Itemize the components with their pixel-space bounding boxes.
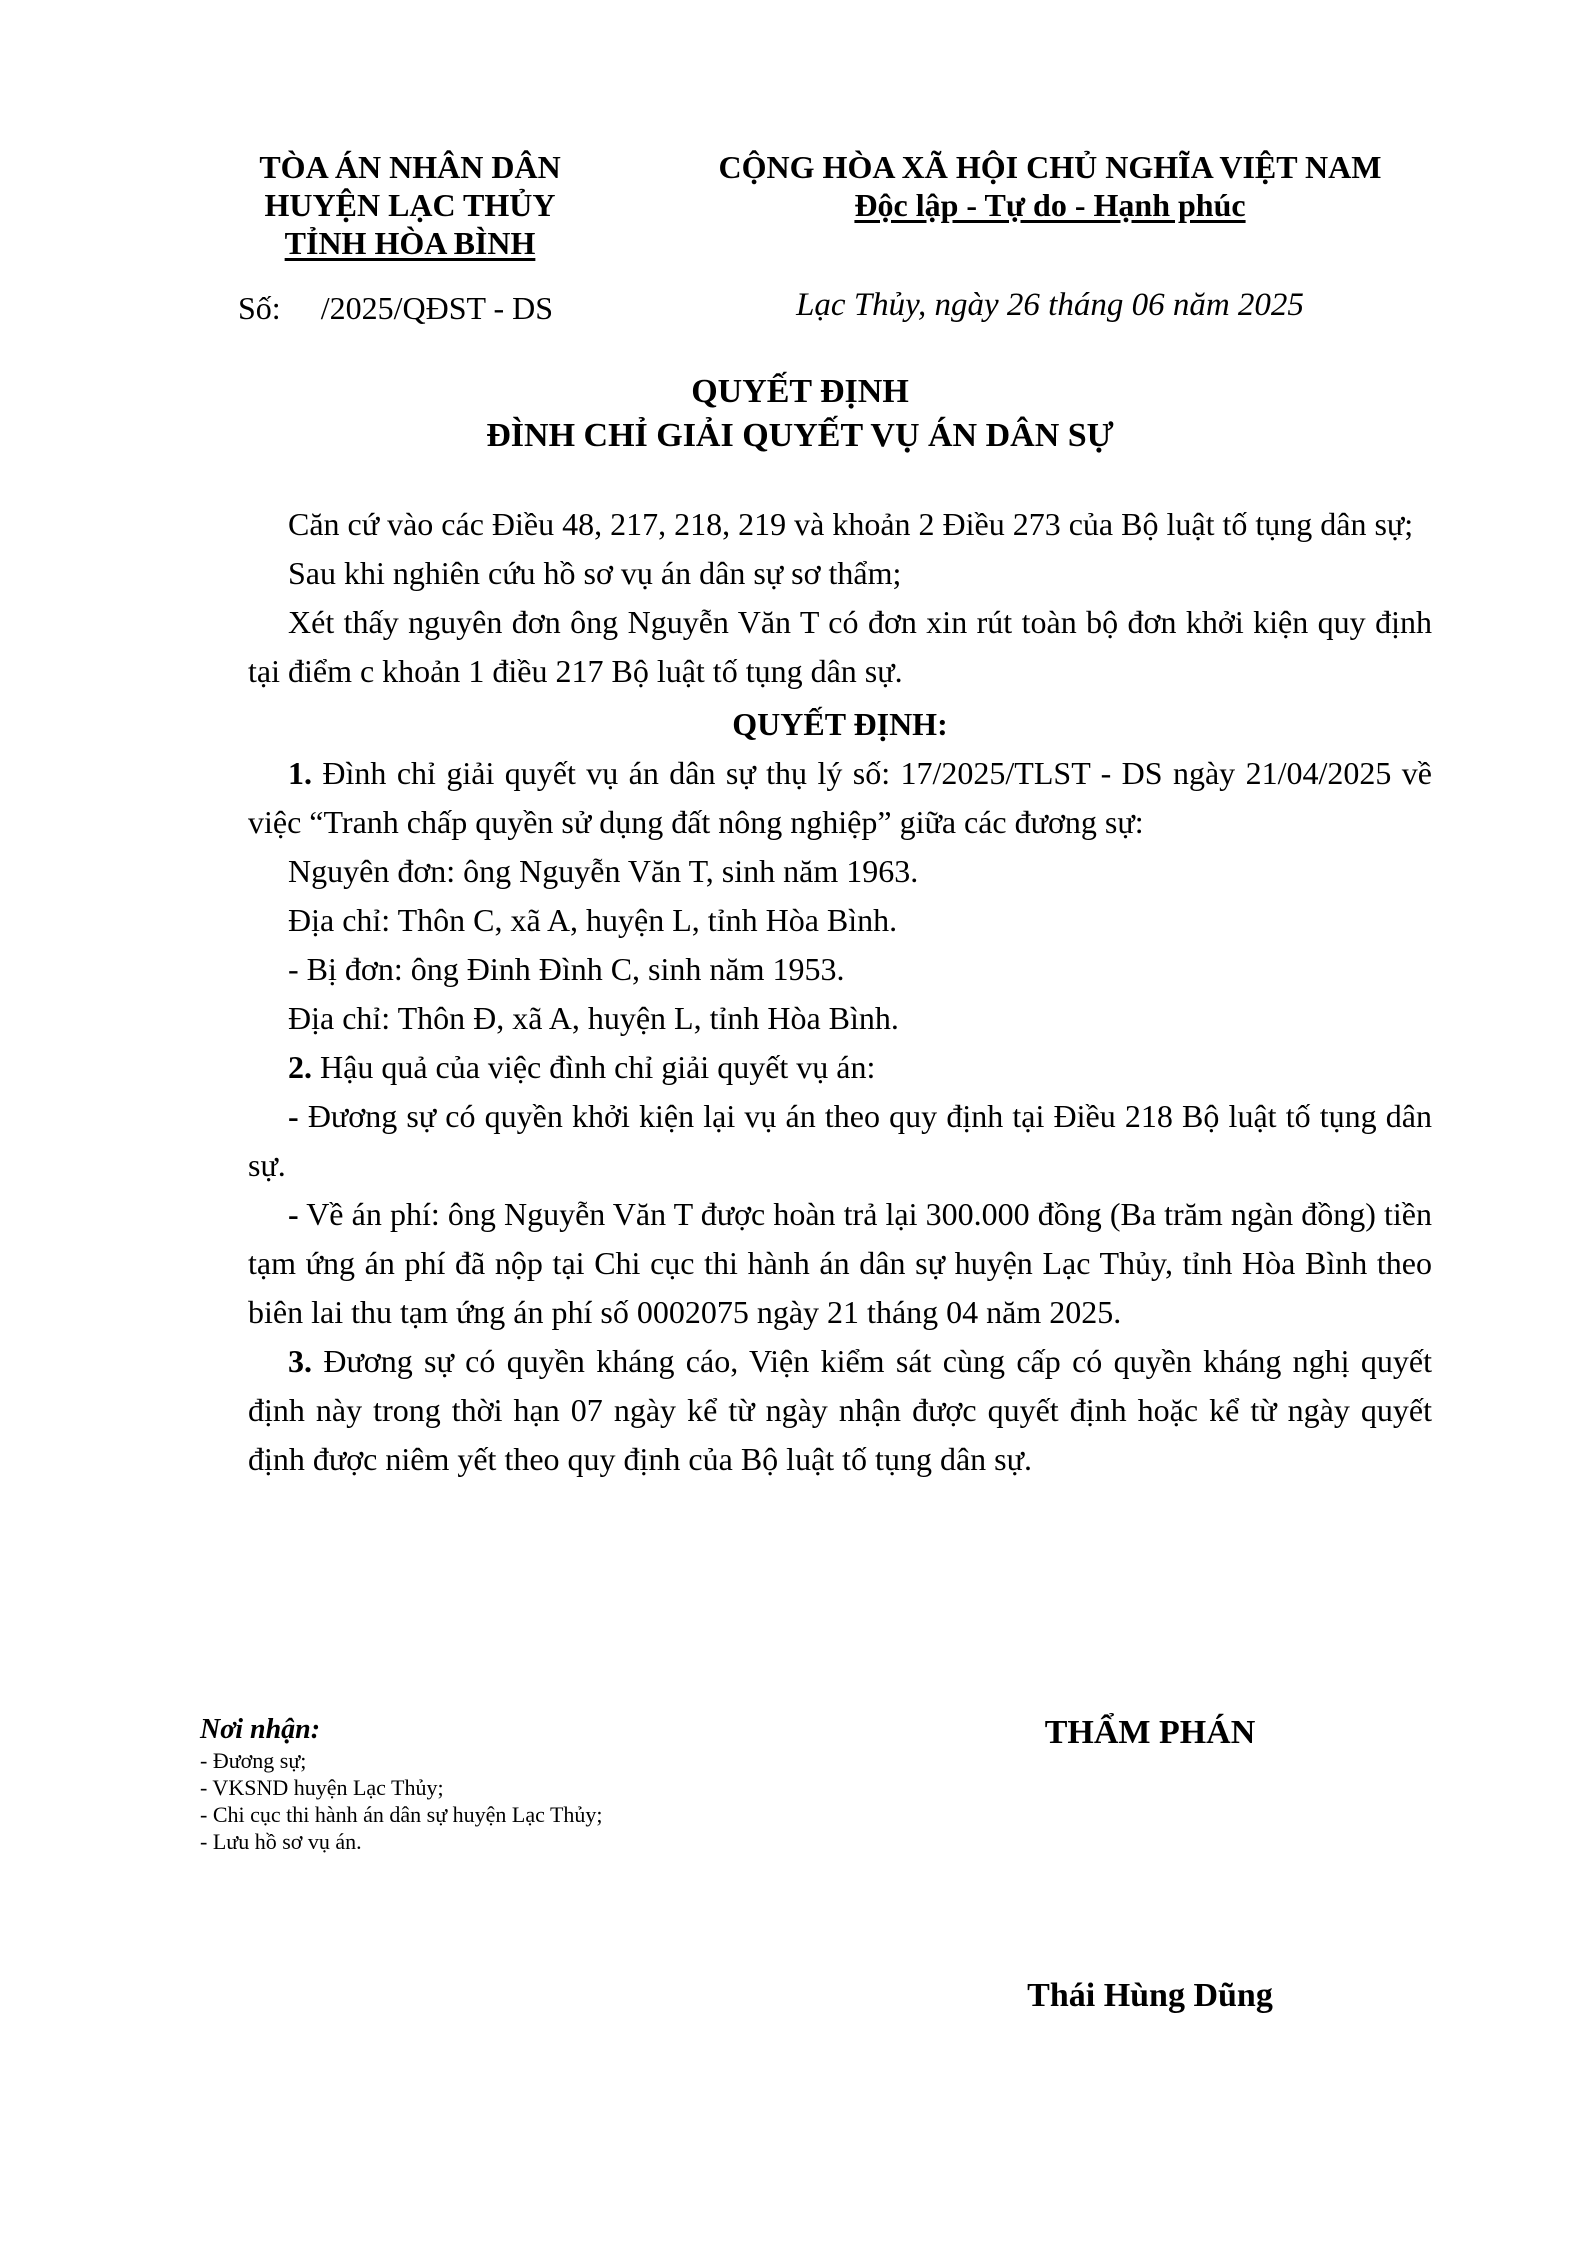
document-date: Lạc Thủy, ngày 26 tháng 06 năm 2025	[796, 287, 1304, 323]
signature-role: THẨM PHÁN	[1044, 1714, 1256, 1751]
recipient-item: - Chi cục thi hành án dân sự huyện Lạc Thủy;	[200, 1802, 603, 1827]
decision-item-2-sub-1: - Đương sự có quyền khởi kiện lại vụ án theo quy định tại Điều 218 Bộ luật tố tụng dân sự.	[248, 1098, 1432, 1183]
national-motto: Độc lập - Tự do - Hạnh phúc	[854, 187, 1246, 223]
party-line: Địa chỉ: Thôn Đ, xã A, huyện L, tỉnh Hòa Bình.	[288, 1000, 899, 1036]
party-line: Nguyên đơn: ông Nguyễn Văn T, sinh năm 1963.	[288, 853, 919, 889]
document-number: Số: /2025/QĐST - DS	[238, 290, 554, 326]
decision-item-2: 2. Hậu quả của việc đình chỉ giải quyết vụ án:	[288, 1049, 876, 1085]
court-district: HUYỆN LẠC THỦY	[264, 187, 556, 223]
decision-item-2-sub-2: - Về án phí: ông Nguyễn Văn T được hoàn trả lại 300.000 đồng (Ba trăm ngàn đồng) tiền tạm ứng án phí đã nộp tại Chi cục thi hành án dân sự huyện Lạc Thủy, tỉnh Hòa Bình theo biên lai thu tạm ứng án phí số 0002075 ngày 21 tháng 04 năm 2025.	[248, 1196, 1432, 1330]
recipients-title: Nơi nhận:	[200, 1714, 321, 1745]
party-line: - Bị đơn: ông Đinh Đình C, sinh năm 1953.	[288, 951, 845, 987]
decision-heading: QUYẾT ĐỊNH:	[732, 706, 948, 742]
document-body	[248, 500, 1432, 1484]
recipient-item: - Lưu hồ sơ vụ án.	[200, 1829, 362, 1854]
court-province: TỈNH HÒA BÌNH	[284, 225, 536, 261]
court-name: TÒA ÁN NHÂN DÂN	[259, 149, 561, 185]
court-header	[200, 148, 620, 262]
party-line: Địa chỉ: Thôn C, xã A, huyện L, tỉnh Hòa Bình.	[288, 902, 898, 938]
title-line-1: QUYẾT ĐỊNH	[691, 373, 909, 410]
national-title: CỘNG HÒA XÃ HỘI CHỦ NGHĨA VIỆT NAM	[718, 149, 1382, 185]
national-header	[650, 148, 1450, 224]
decision-item-3: 3. Đương sự có quyền kháng cáo, Viện kiểm sát cùng cấp có quyền kháng nghị quyết định này trong thời hạn 07 ngày kể từ ngày nhận được quyết định hoặc kể từ ngày quyết định được niêm yết theo quy định của Bộ luật tố tụng dân sự.	[248, 1343, 1432, 1477]
preamble-paragraph: Xét thấy nguyên đơn ông Nguyễn Văn T có đơn xin rút toàn bộ đơn khởi kiện quy định tại điểm c khoản 1 điều 217 Bộ luật tố tụng dân sự.	[248, 604, 1432, 689]
recipients-block	[200, 1713, 840, 1855]
preamble-paragraph: Sau khi nghiên cứu hồ sơ vụ án dân sự sơ thẩm;	[288, 555, 902, 591]
recipient-item: - Đương sự;	[200, 1748, 307, 1773]
decision-item-1: 1. Đình chỉ giải quyết vụ án dân sự thụ lý số: 17/2025/TLST - DS ngày 21/04/2025 về việc “Tranh chấp quyền sử dụng đất nông nghiệp” giữa các đương sự:	[248, 755, 1432, 840]
document-title	[300, 370, 1300, 458]
title-line-2: ĐÌNH CHỈ GIẢI QUYẾT VỤ ÁN DÂN SỰ	[486, 417, 1114, 454]
preamble-paragraph: Căn cứ vào các Điều 48, 217, 218, 219 và khoản 2 Điều 273 của Bộ luật tố tụng dân sự;	[288, 506, 1414, 542]
signature-name: Thái Hùng Dũng	[1027, 1977, 1273, 2014]
recipient-item: - VKSND huyện Lạc Thủy;	[200, 1775, 444, 1800]
